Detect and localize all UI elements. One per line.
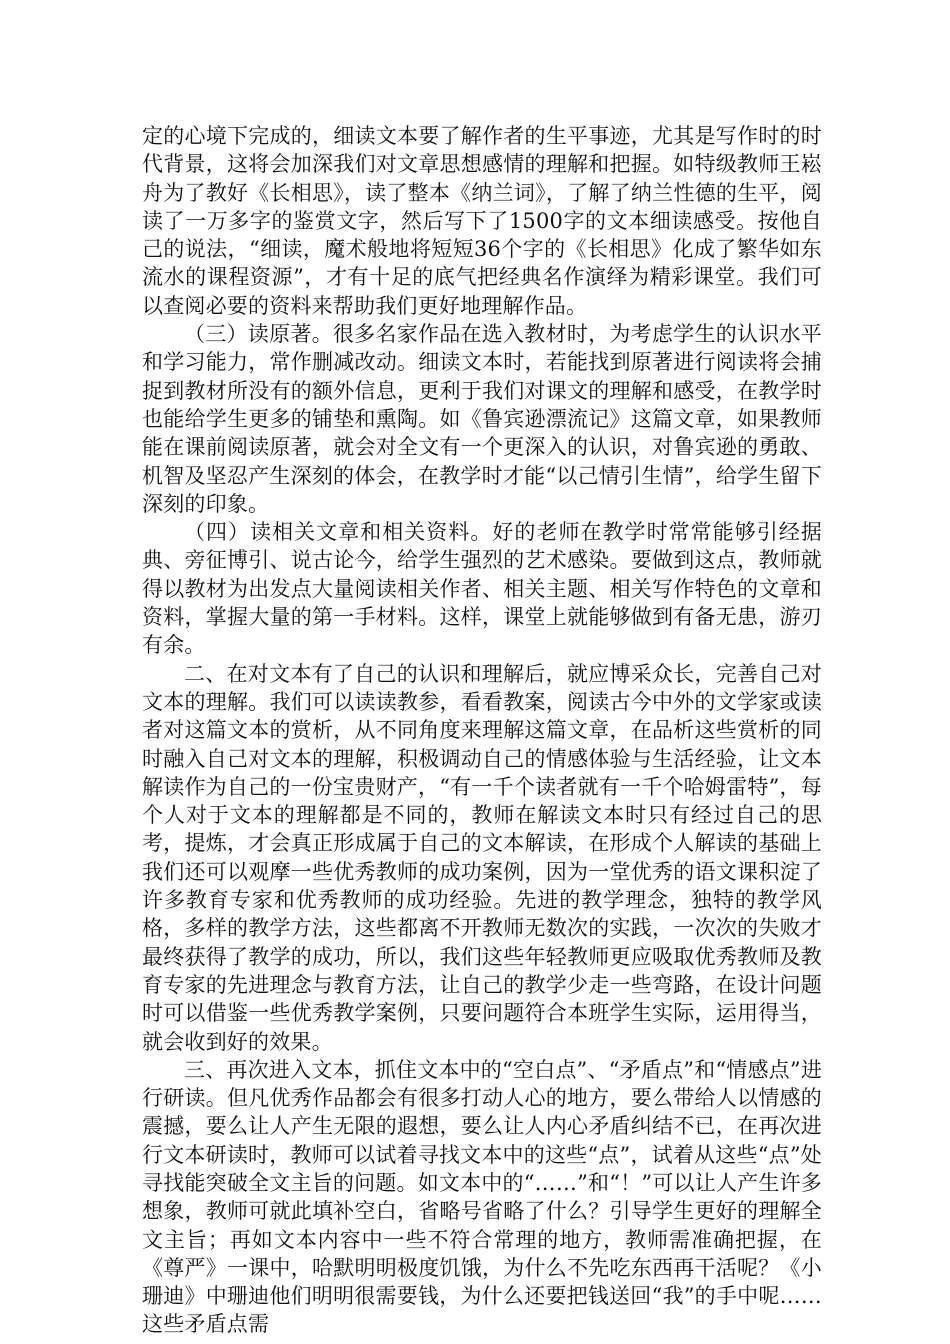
- paragraph-section-three: 三、再次进入文本，抓住文本中的“空白点”、“矛盾点”和“情感点”进行研读。但凡优秀作品都会有很多打动人心的地方，要么带给人以情感的震撼，要么让人产生无限的遐想，要么让人内心矛盾纠结不已，在再次进行文本研读时，教师可以试着寻找文本中的这些“点”，试着从这些“点”处寻找能突破全文主旨的问题。如文本中的“……”和“！”可以让人产生许多想象，教师可就此填补空白，省略号省略了什么？引导学生更好的理解全文主旨；再如文本内容中一些不符合常理的地方，教师需准确把握，在《尊严》一课中，哈默明明极度饥饿，为什么不先吃东西再干活呢？《小珊迪》中珊迪他们明明很需要钱，为什么还要把钱送回“我”的手中呢……这些矛盾点需: [142, 1057, 823, 1337]
- paragraph-continuation: 定的心境下完成的，细读文本要了解作者的生平事迹，尤其是写作时的时代背景，这将会加深我们对文章思想感情的理解和把握。如特级教师王崧舟为了教好《长相思》，读了整本《纳兰词》，了解了纳兰性德的生平，阅读了一万多字的鉴赏文字，然后写下了1500字的文本细读感受。按他自己的说法，“细读，魔术般地将短短36个字的《长相思》化成了繁华如东流水的课程资源”，才有十足的底气把经典名作演绎为精彩课堂。我们可以查阅必要的资料来帮助我们更好地理解作品。: [142, 124, 822, 318]
- paragraph-read-related: （四）读相关文章和相关资料。好的老师在教学时常常能够引经据典、旁征博引、说古论今，给学生强烈的艺术感染。要做到这点，教师就得以教材为出发点大量阅读相关作者、相关主题、相关写作特色的文章和资料，掌握大量的第一手材料。这样，课堂上就能够做到有备无患，游刃有余。: [142, 520, 822, 658]
- paragraph-read-original: （三）读原著。很多名家作品在选入教材时，为考虑学生的认识水平和学习能力，常作删减改动。细读文本时，若能找到原著进行阅读将会捕捉到教材所没有的额外信息，更利于我们对课文的理解和感受，在教学时也能给学生更多的铺垫和熏陶。如《鲁宾逊漂流记》这篇文章，如果教师能在课前阅读原著，就会对全文有一个更深入的认识，对鲁宾逊的勇敢、机智及坚忍产生深刻的体会，在教学时才能“以己情引生情”，给学生留下深刻的印象。: [142, 322, 822, 516]
- document-body: [142, 122, 822, 1339]
- paragraph-section-two: 二、在对文本有了自己的认识和理解后，就应博采众长，完善自己对文本的理解。我们可以读读教参，看看教案，阅读古今中外的文学家或读者对这篇文本的赏析，从不同角度来理解这篇文章，在品析这些赏析的同时融入自己对文本的理解，积极调动自己的情感体验与生活经验，让文本解读作为自己的一份宝贵财产，“有一千个读者就有一千个哈姆雷特”，每个人对于文本的理解都是不同的，教师在解读文本时只有经过自己的思考，提炼，才会真正形成属于自己的文本解读，在形成个人解读的基础上我们还可以观摩一些优秀教师的成功案例，因为一堂优秀的语文课积淀了许多教育专家和优秀教师的成功经验。先进的教学理念，独特的教学风格，多样的教学方法，这些都离不开教师无数次的实践，一次次的失败才最终获得了教学的成功，所以，我们这些年轻教师更应吸取优秀教师及教育专家的先进理念与教育方法，让自己的教学少走一些弯路，在设计问题时可以借鉴一些优秀教学案例，只要问题符合本班学生实际，运用得当，就会收到好的效果。: [142, 661, 822, 1054]
